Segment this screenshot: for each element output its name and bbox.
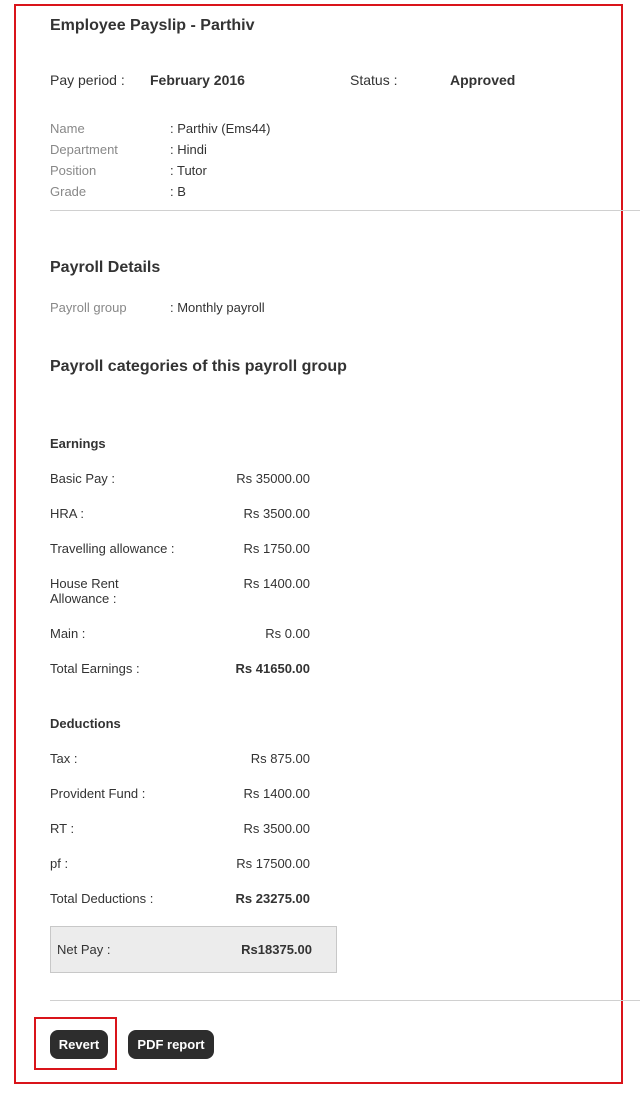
- net-pay-box: [50, 926, 337, 973]
- deduction-label: pf :: [50, 856, 69, 871]
- deduction-label: Provident Fund :: [50, 786, 146, 801]
- earning-label: HRA :: [50, 506, 84, 521]
- page-title: Employee Payslip - Parthiv: [50, 17, 255, 34]
- payroll-group-label: Payroll group: [50, 300, 127, 315]
- department-label: Department: [50, 142, 118, 157]
- total-earnings-value: Rs 41650.00: [235, 661, 310, 676]
- pay-period-label: Pay period :: [50, 72, 125, 88]
- earning-value: Rs 0.00: [265, 626, 310, 641]
- earning-label: Travelling allowance :: [50, 541, 175, 556]
- position-label: Position: [50, 163, 97, 178]
- earning-label: Basic Pay :: [50, 471, 116, 486]
- deduction-value: Rs 17500.00: [236, 856, 310, 871]
- earning-value: Rs 35000.00: [236, 471, 310, 486]
- total-deductions-label: Total Deductions :: [50, 891, 154, 906]
- deduction-label: Tax :: [50, 751, 78, 766]
- categories-heading: Payroll categories of this payroll group: [50, 358, 347, 375]
- revert-button[interactable]: Revert: [50, 1030, 108, 1059]
- deduction-value: Rs 875.00: [250, 751, 310, 766]
- pdf-report-button[interactable]: PDF report: [128, 1030, 214, 1059]
- deduction-value: Rs 1400.00: [243, 786, 310, 801]
- position-value: : Tutor: [170, 163, 207, 178]
- divider: [50, 1000, 640, 1001]
- earning-value: Rs 3500.00: [243, 506, 310, 521]
- name-label: Name: [50, 121, 85, 136]
- earning-value: Rs 1400.00: [243, 576, 310, 591]
- net-pay-value: Rs18375.00: [241, 942, 312, 957]
- earnings-heading: Earnings: [50, 436, 106, 451]
- divider: [50, 210, 640, 211]
- net-pay-label: Net Pay :: [57, 942, 111, 957]
- total-deductions-value: Rs 23275.00: [235, 891, 310, 906]
- deduction-value: Rs 3500.00: [243, 821, 310, 836]
- deductions-heading: Deductions: [50, 716, 121, 731]
- earning-value: Rs 1750.00: [243, 541, 310, 556]
- grade-label: Grade: [50, 184, 87, 199]
- status-value: Approved: [450, 72, 516, 88]
- status-label: Status :: [350, 72, 398, 88]
- earning-label: Allowance :: [50, 591, 117, 606]
- pay-period-value: February 2016: [150, 72, 245, 88]
- deduction-label: RT :: [50, 821, 75, 836]
- payroll-details-heading: Payroll Details: [50, 259, 161, 276]
- earning-label: House Rent: [50, 576, 119, 591]
- total-earnings-label: Total Earnings :: [50, 661, 140, 676]
- payroll-group-value: : Monthly payroll: [170, 300, 265, 315]
- earning-label: Main :: [50, 626, 86, 641]
- department-value: : Hindi: [170, 142, 207, 157]
- grade-value: : B: [170, 184, 186, 199]
- name-value: : Parthiv (Ems44): [170, 121, 271, 136]
